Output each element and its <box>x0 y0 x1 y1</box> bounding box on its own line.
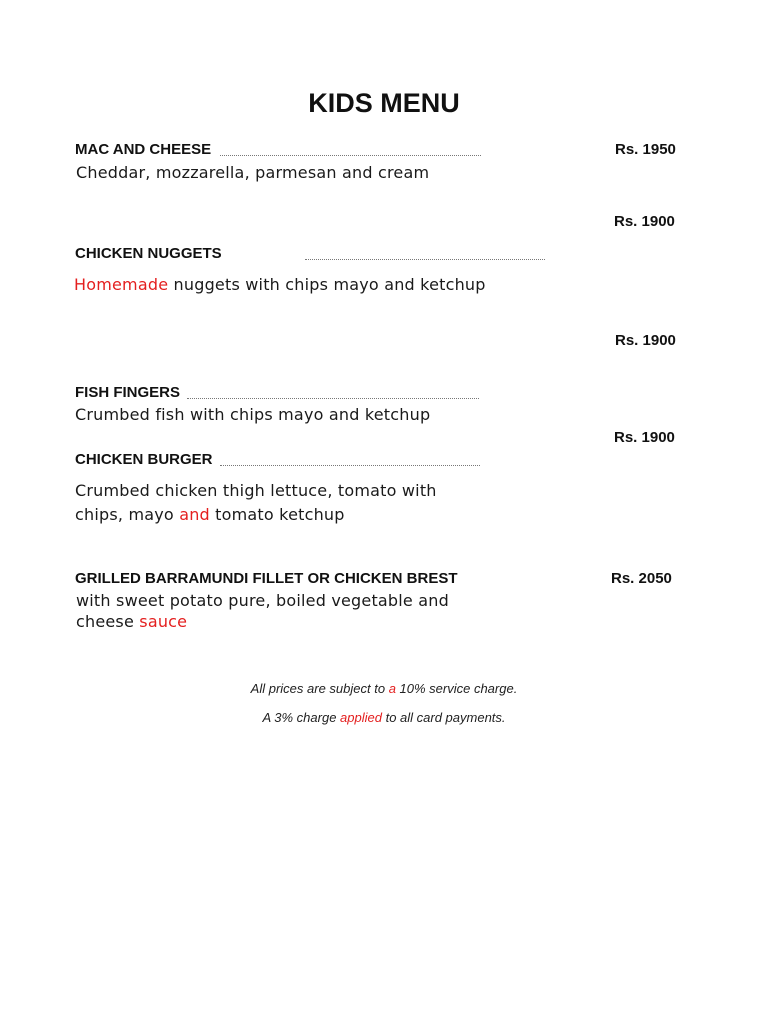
item-price-chicken-nuggets: Rs. 1900 <box>614 213 675 230</box>
item-description-fish-fingers: Crumbed fish with chips mayo and ketchup <box>75 405 431 424</box>
item-description-chicken-burger-line1: Crumbed chicken thigh lettuce, tomato with <box>75 481 437 500</box>
description-text: chips, mayo <box>75 505 180 524</box>
item-price-fish-fingers: Rs. 1900 <box>615 332 676 349</box>
highlight-text: sauce <box>139 612 188 631</box>
dotted-leader <box>220 465 480 466</box>
item-description-grilled-barramundi-line1: with sweet potato pure, boiled vegetable and <box>76 591 449 610</box>
item-name-fish-fingers: FISH FINGERS <box>75 384 181 401</box>
dotted-leader <box>305 259 545 260</box>
item-name-chicken-burger: CHICKEN BURGER <box>75 451 213 468</box>
note-text: to all card payments. <box>381 710 506 725</box>
item-description-mac-and-cheese: Cheddar, mozzarella, parmesan and cream <box>76 163 430 182</box>
item-price-chicken-burger: Rs. 1900 <box>614 429 675 446</box>
description-text: tomato ketchup <box>209 505 345 524</box>
highlight-text: a <box>388 681 396 696</box>
highlight-text: Homemade <box>74 275 169 294</box>
item-price-mac-and-cheese: Rs. 1950 <box>615 141 676 158</box>
dotted-leader <box>187 398 479 399</box>
note-text: All prices are subject to <box>250 681 389 696</box>
note-text: A 3% charge <box>262 710 341 725</box>
menu-title: KIDS MENU <box>308 88 460 118</box>
description-text: cheese <box>76 612 140 631</box>
note-text: 10% service charge. <box>395 681 518 696</box>
highlight-text: and <box>179 505 210 524</box>
highlight-text: applied <box>340 710 382 725</box>
item-price-grilled-barramundi: Rs. 2050 <box>611 570 672 587</box>
item-description-grilled-barramundi-line2 <box>76 610 187 634</box>
service-charge-note <box>0 681 768 696</box>
item-name-grilled-barramundi: GRILLED BARRAMUNDI FILLET OR CHICKEN BREST <box>75 570 458 587</box>
item-name-chicken-nuggets: CHICKEN NUGGETS <box>75 245 222 262</box>
item-description-chicken-nuggets <box>74 273 486 297</box>
item-name-mac-and-cheese: MAC AND CHEESE <box>75 141 212 158</box>
description-text: nuggets with chips mayo and ketchup <box>168 275 486 294</box>
card-charge-note <box>0 710 768 725</box>
item-description-chicken-burger-line2 <box>75 503 345 527</box>
dotted-leader <box>220 155 481 156</box>
